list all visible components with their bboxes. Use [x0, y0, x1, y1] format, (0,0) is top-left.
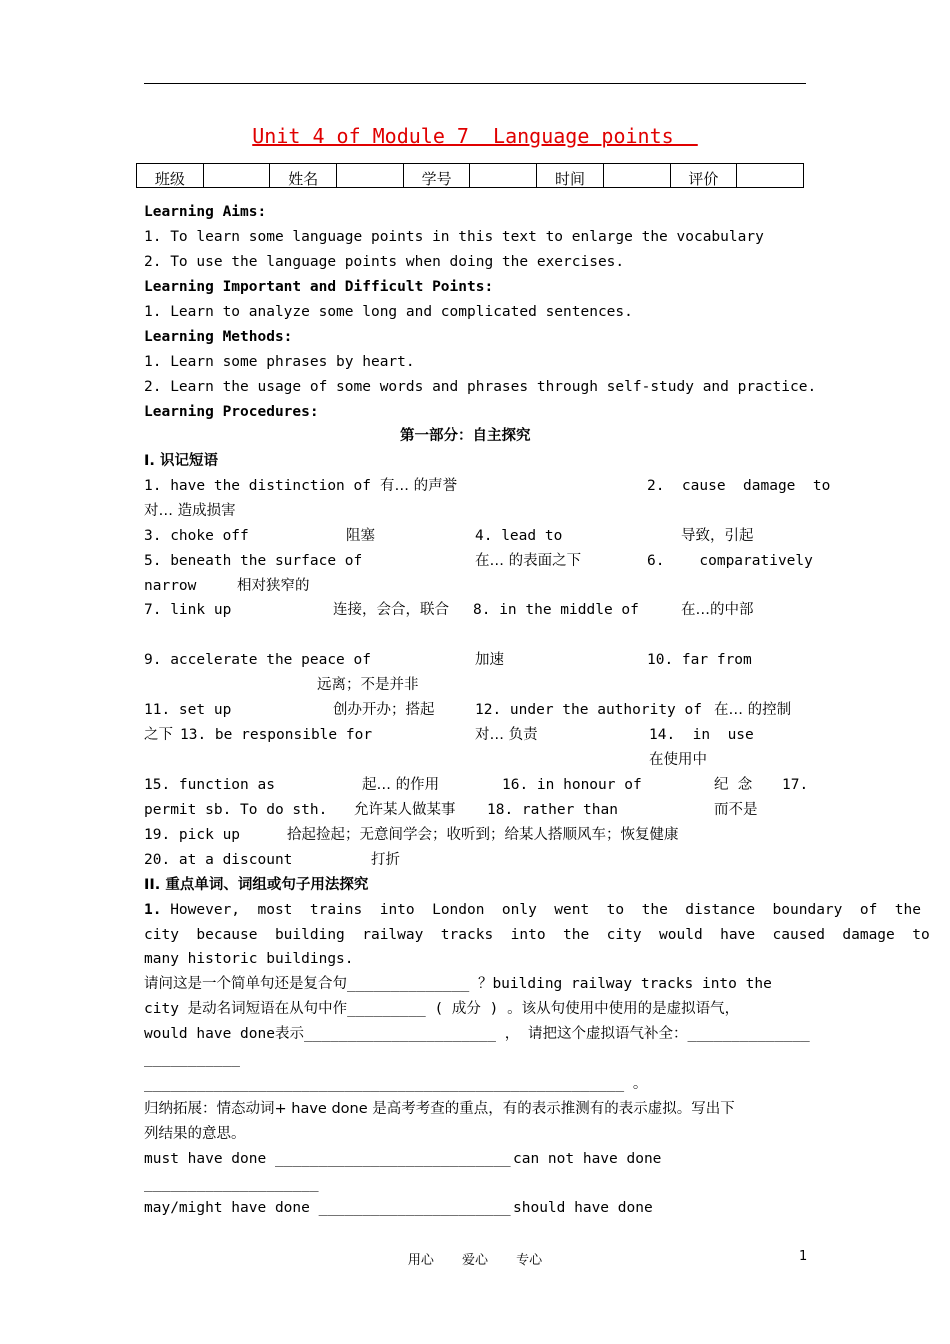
phrase-meaning: 对… 负责: [475, 727, 538, 743]
info-cell: 姓名: [270, 164, 337, 188]
question-text: However, most trains into London only went to the distance boundary of the: [161, 902, 921, 918]
point-item: 1. Learn to analyze some long and complicated sentences.: [144, 304, 633, 320]
phrase-meaning: 打折: [371, 852, 400, 868]
phrase-item: 2. cause damage to: [647, 478, 831, 494]
page-footer: 用心 爱心 专心: [407, 1253, 543, 1268]
phrase-item: 8. in the middle of: [473, 602, 639, 618]
info-cell: 时间: [537, 164, 604, 188]
phrase-meaning: 远离；不是并非: [317, 677, 419, 693]
question-number: 1.: [144, 902, 162, 918]
info-cell: 评价: [670, 164, 737, 188]
question-line: would have done表示______________________ ， 请把这个虚拟语气补全：______________: [144, 1026, 810, 1042]
phrase-meaning: 相对狭窄的: [237, 578, 310, 594]
section-one-heading: Ⅰ. 识记短语: [144, 453, 218, 469]
phrase-meaning: 拾起捡起；无意间学会；收听到；给某人搭顺风车；恢复健康: [287, 827, 679, 843]
aims-heading: Learning Aims:: [144, 204, 267, 220]
question-line: should have done: [513, 1200, 653, 1216]
phrase-item: 7. link up: [144, 602, 232, 618]
section-two-heading: II. 重点单词、词组或句子用法探究: [144, 877, 369, 893]
phrase-item: 16. in honour of: [502, 777, 642, 793]
phrase-meaning: 创办开办；搭起: [333, 702, 435, 718]
header-rule: [144, 83, 806, 84]
phrase-meaning: 加速: [475, 652, 504, 668]
aim-item: 2. To use the language points when doing the exercises.: [144, 254, 625, 270]
phrase-item: 9. accelerate the peace of: [144, 652, 371, 668]
phrase-item: 13. be responsible for: [180, 727, 373, 743]
phrase-item: 14. in use: [649, 727, 754, 743]
phrase-item: 15. function as: [144, 777, 275, 793]
phrase-item: permit sb. To do sth.: [144, 802, 328, 818]
question-line: many historic buildings.: [144, 951, 354, 967]
answer-blank[interactable]: _______________________________________________________ 。: [144, 1076, 648, 1092]
page-title: Unit 4 of Module 7 Language points: [252, 124, 698, 148]
methods-heading: Learning Methods:: [144, 329, 293, 345]
phrase-item: 5. beneath the surface of: [144, 553, 363, 569]
method-item: 1. Learn some phrases by heart.: [144, 354, 415, 370]
answer-blank[interactable]: must have done ___________________________: [144, 1151, 511, 1167]
question-line: city 是动名词短语在从句中作_________ ( 成分 ) 。该从句使用中使用的是虚拟语气，: [144, 1001, 740, 1017]
info-cell[interactable]: [470, 164, 537, 188]
question-line: city because building railway tracks into the city would have caused damage to: [144, 927, 930, 943]
phrase-meaning: 在…的中部: [681, 602, 754, 618]
phrase-meaning: 起… 的作用: [362, 777, 440, 793]
phrase-meaning: 有… 的声誉: [380, 478, 458, 494]
phrase-item: 20. at a discount: [144, 852, 293, 868]
phrase-meaning: 在… 的表面之下: [475, 553, 582, 569]
answer-blank[interactable]: may/might have done ______________________: [144, 1200, 511, 1216]
info-cell[interactable]: [203, 164, 270, 188]
phrase-item: 10. far from: [647, 652, 752, 668]
phrase-item: 17.: [782, 777, 809, 793]
phrase-item: 1. have the distinction of: [144, 478, 371, 494]
phrase-item: 19. pick up: [144, 827, 241, 843]
info-cell[interactable]: [603, 164, 670, 188]
procedures-heading: Learning Procedures:: [144, 404, 319, 420]
phrase-item: 11. set up: [144, 702, 232, 718]
phrase-item: 18. rather than: [487, 802, 618, 818]
answer-blank[interactable]: ____________________: [144, 1176, 319, 1192]
phrase-meaning: 允许某人做某事: [354, 802, 456, 818]
answer-blank[interactable]: ___________: [144, 1051, 241, 1067]
phrase-item: 6. comparatively: [647, 553, 813, 569]
info-cell[interactable]: [337, 164, 404, 188]
info-cell[interactable]: [737, 164, 804, 188]
phrase-meaning: 之下: [144, 727, 173, 743]
phrase-item: 4. lead to: [475, 528, 563, 544]
question-line: 归纳拓展：情态动词+ have done 是高考考查的重点，有的表示推测有的表示虚拟。写出下: [144, 1101, 735, 1117]
question-line: 列结果的意思。: [144, 1126, 246, 1142]
question-line: can not have done: [513, 1151, 662, 1167]
part-one-heading: 第一部分：自主探究: [400, 428, 531, 444]
phrase-meaning: 阻塞: [346, 528, 375, 544]
method-item: 2. Learn the usage of some words and phrases through self-study and practice.: [144, 379, 817, 395]
phrase-item: 12. under the authority of: [475, 702, 702, 718]
aim-item: 1. To learn some language points in this text to enlarge the vocabulary: [144, 229, 764, 245]
phrase-meaning: 导致，引起: [681, 528, 754, 544]
phrase-meaning: 在使用中: [649, 752, 707, 768]
phrase-item: narrow: [144, 578, 197, 594]
info-cell: 学号: [403, 164, 470, 188]
phrase-meaning: 纪 念: [714, 777, 753, 793]
page-number: 1: [799, 1249, 808, 1264]
phrase-meaning: 对… 造成损害: [144, 503, 236, 519]
question-line: 请问这是一个简单句还是复合句______________ ？building railway tracks into the: [144, 976, 772, 992]
phrase-item: 3. choke off: [144, 528, 249, 544]
info-cell: 班级: [137, 164, 204, 188]
phrase-meaning: 而不是: [714, 802, 758, 818]
points-heading: Learning Important and Difficult Points:: [144, 279, 494, 295]
phrase-meaning: 在… 的控制: [714, 702, 792, 718]
student-info-table: [136, 163, 804, 188]
question-line: [144, 900, 921, 920]
phrase-meaning: 连接，会合，联合: [333, 602, 449, 618]
